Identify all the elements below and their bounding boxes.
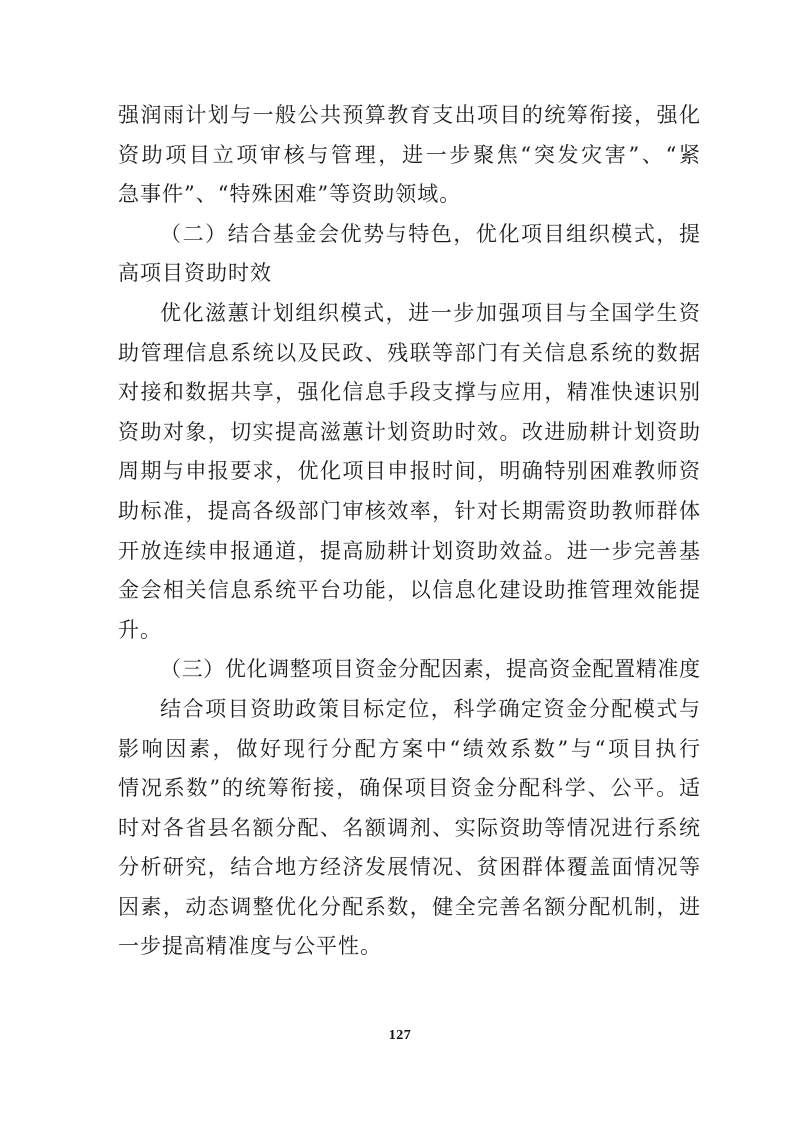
text-line: 升。 bbox=[118, 617, 162, 642]
text-line: 结合项目资助政策目标定位，科学确定资金分配模式与 bbox=[160, 696, 700, 721]
text-line: 对接和数据共享，强化信息手段支撑与应用，精准快速识别 bbox=[118, 380, 700, 405]
page-footer bbox=[0, 1026, 800, 1044]
text-line: （三）优化调整项目资金分配因素，提高资金配置精准度 bbox=[160, 657, 700, 682]
text-line: 因素，动态调整优化分配系数，健全完善名额分配机制，进 bbox=[118, 894, 700, 919]
text-line: （二）结合基金会优势与特色，优化项目组织模式，提 bbox=[160, 221, 700, 246]
text-line: 金会相关信息系统平台功能，以信息化建设助推管理效能提 bbox=[118, 578, 700, 603]
text-line: 急事件”、“特殊困难”等资助领域。 bbox=[118, 182, 462, 207]
text-line: 强润雨计划与一般公共预算教育支出项目的统筹衔接，强化 bbox=[118, 103, 700, 127]
text-line: 高项目资助时效 bbox=[118, 261, 272, 286]
text-line: 情况系数”的统筹衔接，确保项目资金分配科学、公平。适 bbox=[118, 776, 700, 801]
text-line: 资助项目立项审核与管理，进一步聚焦“突发灾害”、“紧 bbox=[118, 142, 700, 167]
text-line: 时对各省县名额分配、名额调剂、实际资助等情况进行系统 bbox=[118, 815, 700, 840]
text-line: 助标准，提高各级部门审核效率，针对长期需资助教师群体 bbox=[118, 498, 700, 523]
text-line: 开放连续申报通道，提高励耕计划资助效益。进一步完善基 bbox=[118, 538, 700, 563]
text-line: 分析研究，结合地方经济发展情况、贫困群体覆盖面情况等 bbox=[118, 855, 700, 880]
text-line: 影响因素，做好现行分配方案中“绩效系数”与“项目执行 bbox=[118, 736, 700, 761]
text-line: 一步提高精准度与公平性。 bbox=[118, 934, 382, 959]
text-line: 周期与申报要求，优化项目申报时间，明确特别困难教师资 bbox=[118, 459, 700, 484]
text-line: 资助对象，切实提高滋蕙计划资助时效。改进励耕计划资助 bbox=[118, 419, 700, 444]
text-line: 优化滋蕙计划组织模式，进一步加强项目与全国学生资 bbox=[160, 300, 700, 325]
text-line: 助管理信息系统以及民政、残联等部门有关信息系统的数据 bbox=[118, 340, 700, 365]
document-body bbox=[118, 96, 700, 967]
page-number: 127 bbox=[388, 1028, 412, 1043]
